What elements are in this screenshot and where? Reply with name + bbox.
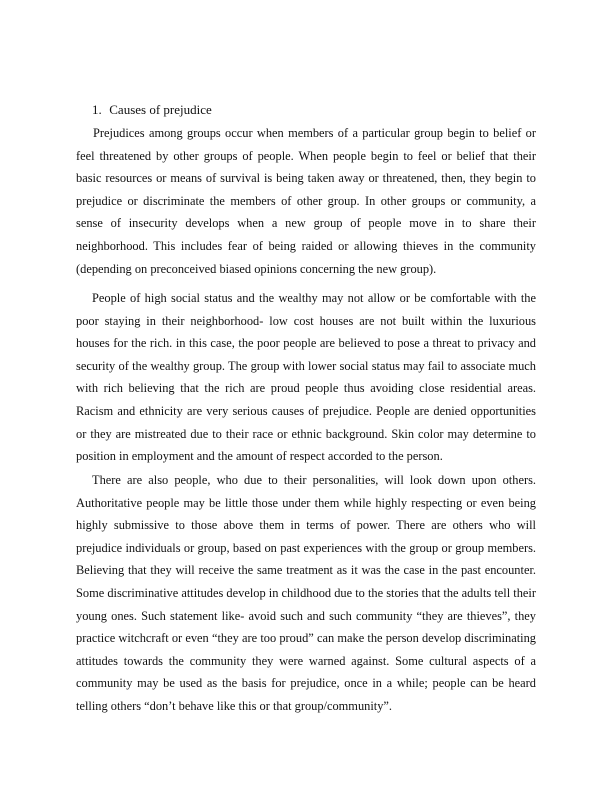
paragraph-3: There are also people, who due to their personalities, will look down upon others. Authoritative people may be little those under them while highly respecting or even being highly submissive to those above them in terms of power. There are others who will prejudice individuals or group, based on past experiences with the group or group members. Believing that they will receive the same treatment as it was the case in the past encounter. Some discriminative attitudes develop in childhood due to the stories that the adults tell their young ones. Such statement like- avoid such and such community “they are thieves”, they practice witchcraft or even “they are too proud” can make the person develop discriminating attitudes towards the community they were warned against. Some cultural aspects of a community may be used as the basis for prejudice, once in a while; people can be heard telling others “don’t behave like this or that group/community”.	[76, 473, 536, 713]
section-heading	[92, 101, 212, 119]
paragraph-2: People of high social status and the wealthy may not allow or be comfortable with the poor staying in their neighborhood- low cost houses are not built within the luxurious houses for the rich. in this case, the poor people are believed to pose a threat to privacy and security of the wealthy group. The group with lower social status may fail to associate much with rich believing that the rich are proud people thus avoiding close residential areas. Racism and ethnicity are very serious causes of prejudice. People are denied opportunities or they are mistreated due to their race or ethnic background. Skin color may determine to position in employment and the amount of respect accorded to the person.	[76, 291, 536, 464]
section-title: Causes of prejudice	[109, 102, 212, 117]
paragraph-1: Prejudices among groups occur when members of a particular group begin to belief or feel threatened by other groups of people. When people begin to feel or belief that their basic resources or means of survival is being taken away or threatened, then, they begin to prejudice or discriminate the members of other group. In other groups or community, a sense of insecurity develops when a new group of people move in to share their neighborhood. This includes fear of being raided or allowing thieves in the community (depending on preconceived biased opinions concerning the new group).	[76, 126, 536, 276]
section-number: 1.	[92, 102, 102, 117]
